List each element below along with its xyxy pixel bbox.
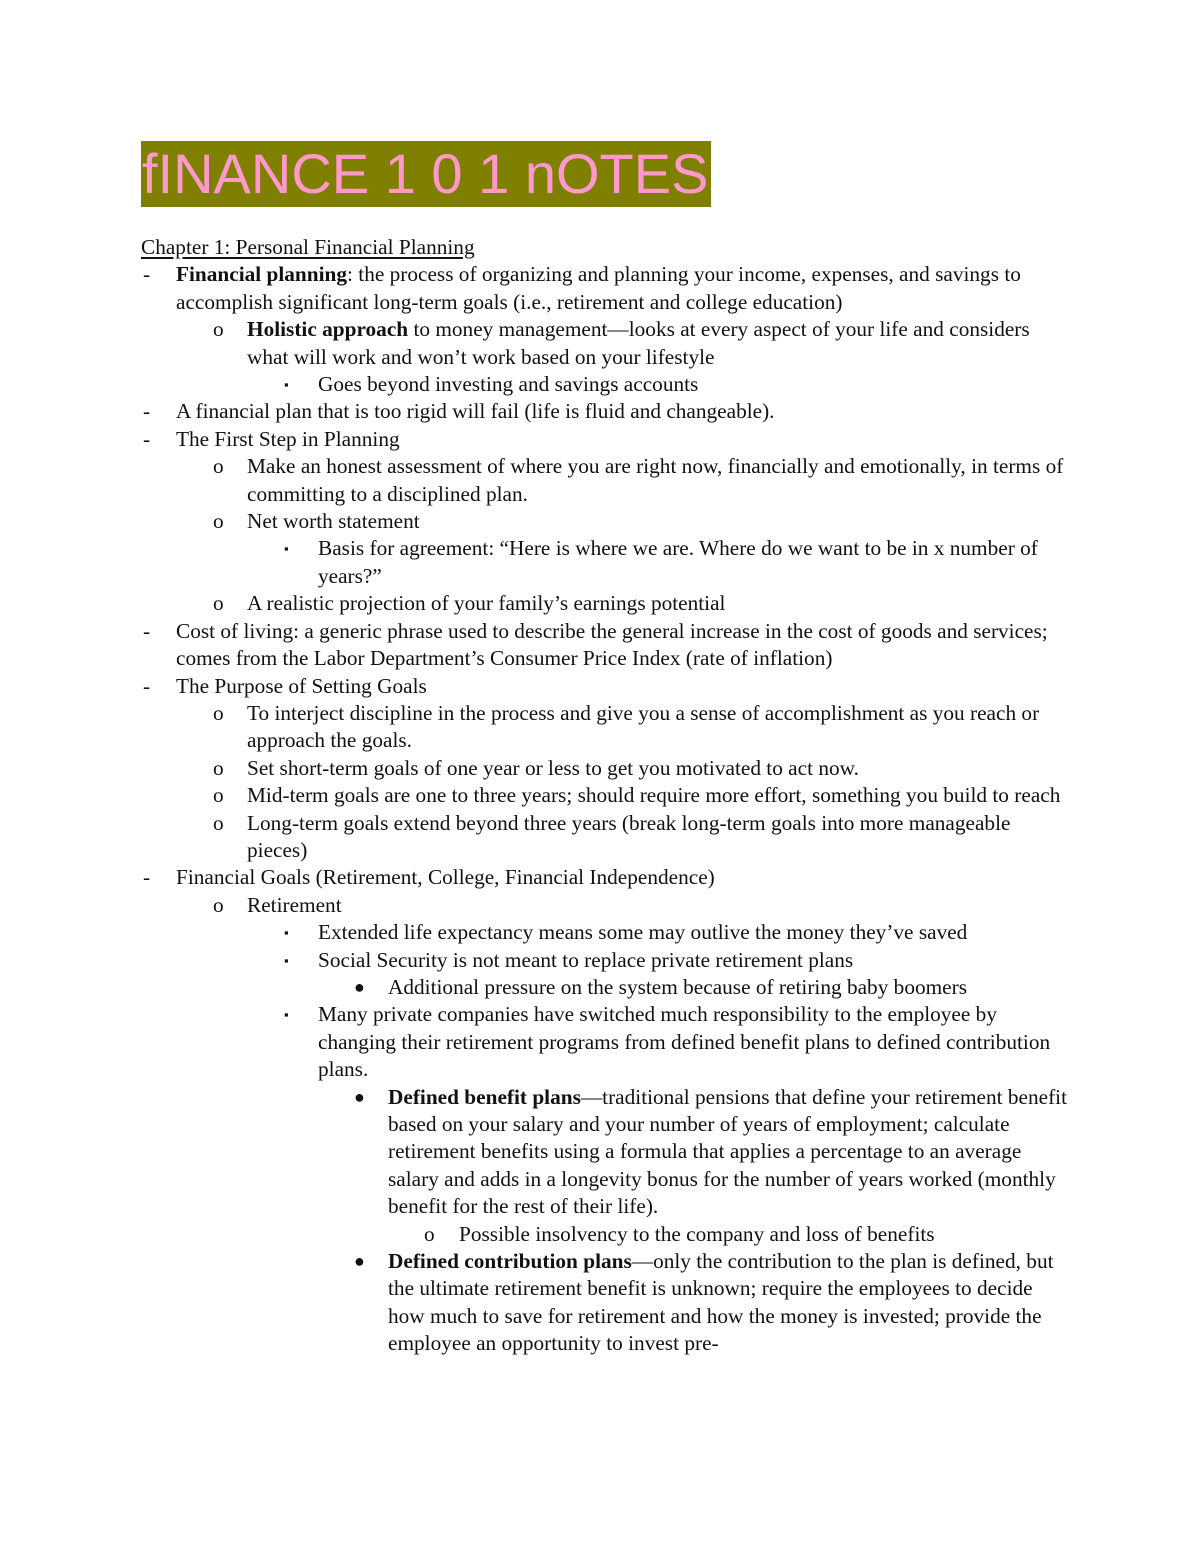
list-item: ▪ Extended life expectancy means some may outlive the money they’ve saved bbox=[141, 919, 1071, 946]
list-item: ● Additional pressure on the system because of retiring baby boomers bbox=[141, 974, 1071, 1001]
document-body bbox=[141, 234, 1071, 1358]
list-item: o To interject discipline in the process and give you a sense of accomplishment as you reach or approach the goals. bbox=[213, 700, 1040, 753]
square-bullet: ▪ bbox=[284, 541, 289, 557]
list-item: o Retirement bbox=[141, 892, 1071, 919]
circle-bullet: o bbox=[213, 892, 224, 917]
square-bullet: ▪ bbox=[284, 952, 289, 968]
circle-bullet: o bbox=[213, 700, 224, 725]
list-item: - The First Step in Planning bbox=[141, 426, 1071, 453]
list-item: - Financial Goals (Retirement, College, Financial Independence) bbox=[141, 864, 1071, 891]
list-item: o Make an honest assessment of where you are right now, financially and emotionally, in terms of committing to a disciplined plan. bbox=[213, 454, 1064, 506]
dot-bullet: ● bbox=[354, 1251, 365, 1272]
circle-bullet: o bbox=[213, 454, 224, 479]
list-item: o A realistic projection of your family’s earnings potential bbox=[141, 590, 1071, 617]
list-item: - Financial planning: the process of organizing and planning your income, expenses, and savings to accomplish significant long-term goals (i.e., retirement and college education) bbox=[143, 262, 1021, 314]
term-financial-planning: Financial planning bbox=[176, 262, 348, 287]
term-holistic-approach: Holistic approach bbox=[247, 317, 409, 342]
dash-bullet: - bbox=[143, 618, 151, 643]
circle-bullet: o bbox=[213, 509, 224, 534]
chapter-heading: Chapter 1: Personal Financial Planning bbox=[141, 235, 475, 259]
dash-bullet: - bbox=[143, 262, 151, 287]
circle-bullet: o bbox=[424, 1221, 435, 1246]
list-item: ▪ Goes beyond investing and savings accounts bbox=[141, 371, 1071, 398]
list-item: - The Purpose of Setting Goals bbox=[141, 673, 1071, 700]
square-bullet: ▪ bbox=[284, 377, 289, 393]
list-item: o Set short-term goals of one year or less to get you motivated to act now. bbox=[141, 755, 1071, 782]
dot-bullet: ● bbox=[354, 1086, 365, 1107]
list-item: - Cost of living: a generic phrase used to describe the general increase in the cost of goods and services; comes from the Labor Department’s Consumer Price Index (rate of inflation) bbox=[143, 618, 1048, 671]
list-item: o Net worth statement bbox=[141, 508, 1071, 535]
list-item: o Mid-term goals are one to three years; should require more effort, something you build to reach bbox=[141, 782, 1071, 809]
circle-bullet: o bbox=[213, 783, 224, 808]
square-bullet: ▪ bbox=[284, 1007, 289, 1023]
circle-bullet: o bbox=[213, 755, 224, 780]
dash-bullet: - bbox=[143, 399, 151, 424]
dash-bullet: - bbox=[143, 426, 151, 451]
list-item: - A financial plan that is too rigid will fail (life is fluid and changeable). bbox=[141, 398, 1071, 425]
list-item: o Long-term goals extend beyond three years (break long-term goals into more manageable pieces) bbox=[213, 810, 1011, 862]
list-item: ▪ Basis for agreement: “Here is where we are. Where do we want to be in x number of years?” bbox=[284, 536, 1038, 588]
document-title: fINANCE 1 0 1 nOTES bbox=[141, 141, 711, 207]
dash-bullet: - bbox=[143, 673, 151, 698]
list-item: o Holistic approach to money management—looks at every aspect of your life and considers what will work and won’t work based on your lifestyle bbox=[213, 317, 1030, 369]
list-item: ▪ Many private companies have switched much responsibility to the employee by changing their retirement programs from defined benefit plans to defined contribution plans. bbox=[284, 1002, 1051, 1082]
circle-bullet: o bbox=[213, 317, 224, 342]
list-item: ● Defined benefit plans—traditional pensions that define your retirement benefit based on your salary and your number of years of employment; calculate retirement benefits using a formula that applies a percentage to an average salary and adds in a longevity bonus for the number of years worked (monthly benefit for the rest of their life). bbox=[354, 1084, 1068, 1219]
circle-bullet: o bbox=[213, 591, 224, 616]
list-item: ● Defined contribution plans—only the contribution to the plan is defined, but the ultimate retirement benefit is unknown; require the employees to decide how much to save for retirement and how the money is invested; provide the employee an opportunity to invest pre- bbox=[354, 1249, 1054, 1356]
circle-bullet: o bbox=[213, 810, 224, 835]
list-item: ▪ Social Security is not meant to replace private retirement plans bbox=[141, 947, 1071, 974]
list-item: o Possible insolvency to the company and loss of benefits bbox=[141, 1221, 1071, 1248]
dash-bullet: - bbox=[143, 865, 151, 890]
term-defined-contribution-plans: Defined contribution plans bbox=[388, 1249, 632, 1274]
square-bullet: ▪ bbox=[284, 925, 289, 941]
dot-bullet: ● bbox=[354, 976, 365, 997]
term-defined-benefit-plans: Defined benefit plans bbox=[388, 1084, 581, 1109]
